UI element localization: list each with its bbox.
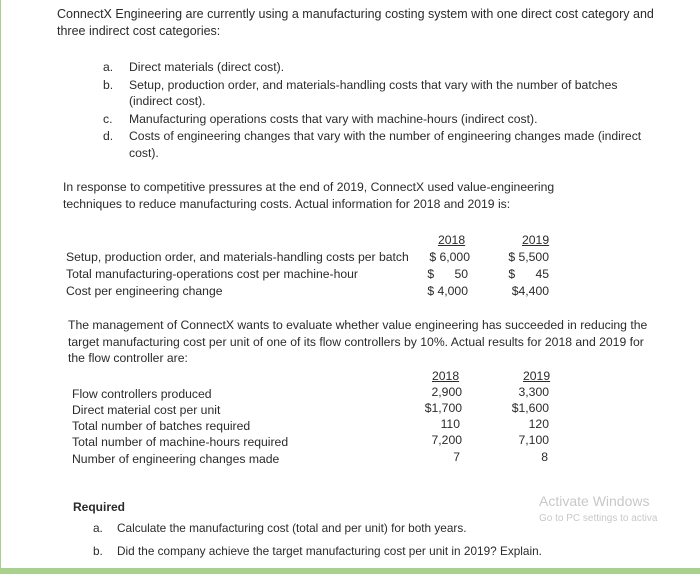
table2-row-2019: 7,100 [518, 433, 549, 447]
required-item [93, 521, 467, 535]
category-text: Setup, production order, and materials-handling costs that vary with the number of batches (indirect cost). [129, 77, 618, 108]
table2-row-2018: 110 [440, 417, 460, 431]
table1-row-2019: $4,400 [511, 284, 549, 298]
management-paragraph: The management of ConnectX wants to evaluate whether value engineering has succeeded in reducing the target manufacturing cost per unit of one of its flow controllers by 10%. Actual results for 2018 and 2019 for the flow controller are: [68, 318, 648, 365]
table2-row-2018: $1,700 [424, 401, 462, 415]
table1-row-label: Total manufacturing-operations cost per machine-hour [66, 267, 358, 281]
table1-row-label: Setup, production order, and materials-handling costs per batch [66, 250, 409, 264]
category-text: Manufacturing operations costs that vary with machine-hours (indirect cost). [129, 111, 538, 126]
activate-windows-subtitle: Go to PC settings to activa [539, 513, 658, 524]
left-border [0, 0, 1, 574]
category-item [103, 128, 643, 161]
category-letter: b. [103, 77, 114, 92]
table2-row-2019: $1,600 [511, 401, 549, 415]
table2-header-2018: 2018 [432, 369, 460, 383]
required-text: Calculate the manufacturing cost (total and per unit) for both years. [117, 521, 467, 535]
category-text: Direct materials (direct cost). [129, 60, 285, 74]
required-letter: b. [93, 544, 103, 558]
category-item [103, 111, 643, 128]
cost-category-list [103, 59, 643, 162]
category-letter: c. [103, 111, 113, 126]
table1-row-2018: $ 6,000 [429, 250, 470, 264]
category-letter: a. [103, 60, 114, 74]
category-text: Costs of engineering changes that vary with the number of engineering changes made (indirect cost). [129, 129, 642, 160]
table1-header-2018: 2018 [438, 233, 466, 247]
value-engineering-paragraph: In response to competitive pressures at the end of 2019, ConnectX used value-engineering techniques to reduce manufacturing costs. Actual information for 2018 and 2019 is: [63, 180, 555, 211]
table1-row-2019: $ 45 [508, 267, 549, 281]
activate-windows-watermark: Activate Windows [539, 493, 650, 509]
table2-header-2019: 2019 [523, 369, 551, 383]
intro-text: ConnectX Engineering are currently using a manufacturing costing system with one direct cost category and three indirect cost categories: [57, 7, 654, 38]
table2-row-2018: 7,200 [431, 433, 462, 447]
required-text: Did the company achieve the target manufacturing cost per unit in 2019? Explain. [117, 544, 542, 558]
table2-row-label: Flow controllers produced [72, 387, 212, 401]
category-item [103, 59, 643, 76]
table2-row-2019: 8 [541, 450, 548, 464]
table1-row-label: Cost per engineering change [66, 284, 223, 298]
table1-header-2019: 2019 [522, 233, 550, 247]
category-item [103, 77, 643, 110]
required-item [93, 544, 542, 558]
table2-row-2019: 120 [528, 417, 549, 431]
table2-row-label: Total number of batches required [72, 419, 251, 433]
table2-row-2019: 3,300 [518, 385, 549, 399]
table2-row-2018: 2,900 [431, 385, 462, 399]
table2-row-label: Total number of machine-hours required [72, 435, 289, 449]
required-letter: a. [93, 521, 103, 535]
table2-row-label: Direct material cost per unit [72, 403, 221, 417]
table1-row-2018: $ 50 [427, 267, 468, 281]
table2-row-2018: 7 [453, 450, 460, 464]
table2-row-label: Number of engineering changes made [72, 452, 280, 466]
table1-row-2019: $ 5,500 [508, 250, 549, 264]
required-heading: Required [73, 500, 126, 514]
category-letter: d. [103, 129, 114, 143]
bottom-border [0, 568, 700, 574]
table1-row-2018: $ 4,000 [427, 284, 468, 298]
